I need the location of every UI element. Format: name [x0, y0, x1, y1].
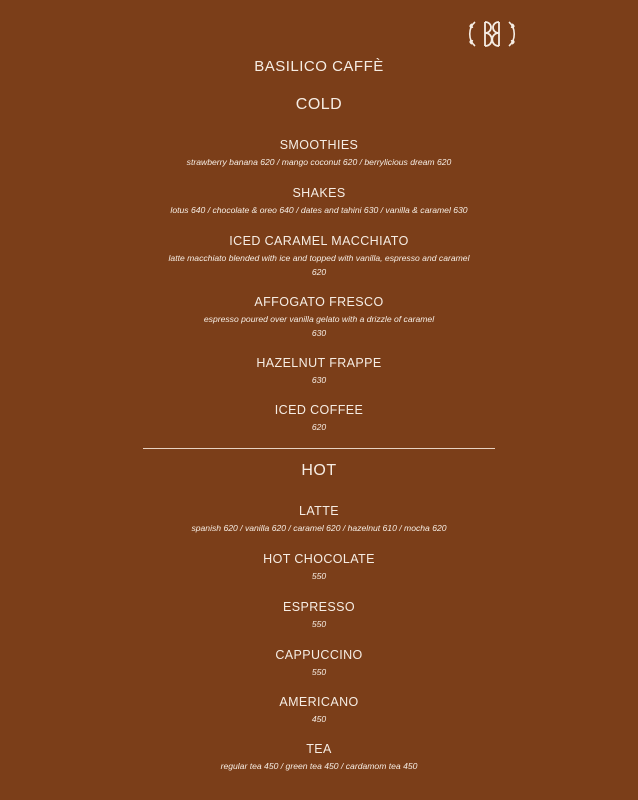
- item-description: [0, 155, 638, 169]
- item-name: AFFOGATO FRESCO: [254, 295, 384, 309]
- menu-item: [0, 233, 638, 279]
- item-desc-line: espresso poured over vanilla gelato with a drizzle of caramel: [203, 314, 435, 324]
- item-name: ICED CARAMEL MACCHIATO: [229, 234, 409, 248]
- menu-item: [0, 402, 638, 434]
- item-price: 550: [311, 619, 327, 629]
- menu-item: [0, 503, 638, 535]
- item-price: 620: [311, 422, 327, 432]
- item-description: [0, 203, 638, 217]
- item-name: SHAKES: [292, 186, 346, 200]
- item-description: [0, 712, 638, 726]
- menu-item: [0, 599, 638, 631]
- item-description: [0, 420, 638, 434]
- item-name: AMERICANO: [279, 695, 359, 709]
- item-desc-line: regular tea 450 / green tea 450 / cardamom tea 450: [220, 761, 418, 771]
- bb-monogram-icon: [466, 16, 518, 52]
- item-price: 630: [311, 328, 327, 338]
- section-title-cold: COLD: [295, 96, 343, 113]
- menu-item: [0, 694, 638, 726]
- menu-item: [0, 294, 638, 340]
- item-name: ICED COFFEE: [274, 403, 364, 417]
- item-name: ESPRESSO: [283, 600, 355, 614]
- cafe-name: BASILICO CAFFÈ: [254, 58, 384, 75]
- item-name: HOT CHOCOLATE: [263, 552, 375, 566]
- item-description: [0, 251, 638, 279]
- item-price: 630: [311, 375, 327, 385]
- item-price: 550: [311, 571, 327, 581]
- item-name: HAZELNUT FRAPPE: [256, 356, 382, 370]
- item-desc-line: spanish 620 / vanilla 620 / caramel 620 / hazelnut 610 / mocha 620: [191, 523, 447, 533]
- item-description: [0, 569, 638, 583]
- item-description: [0, 759, 638, 773]
- item-description: [0, 521, 638, 535]
- menu-item: [0, 137, 638, 169]
- menu-item: [0, 185, 638, 217]
- item-description: [0, 617, 638, 631]
- item-name: CAPPUCCINO: [275, 648, 363, 662]
- item-name: LATTE: [299, 504, 339, 518]
- item-description: [0, 312, 638, 340]
- item-price: 450: [311, 714, 327, 724]
- item-description: [0, 665, 638, 679]
- item-desc-line: latte macchiato blended with ice and topped with vanilla, espresso and caramel: [168, 253, 470, 263]
- item-price: 620: [311, 267, 327, 277]
- section-title-hot: HOT: [301, 462, 337, 479]
- item-name: SMOOTHIES: [279, 138, 359, 152]
- item-name: TEA: [306, 742, 332, 756]
- menu-item: [0, 647, 638, 679]
- item-desc-line: lotus 640 / chocolate & oreo 640 / dates and tahini 630 / vanilla & caramel 630: [170, 205, 468, 215]
- section-divider: [143, 448, 495, 449]
- menu-item: [0, 355, 638, 387]
- menu-item: [0, 741, 638, 773]
- item-desc-line: strawberry banana 620 / mango coconut 620 / berrylicious dream 620: [186, 157, 452, 167]
- item-price: 550: [311, 667, 327, 677]
- menu-item: [0, 551, 638, 583]
- item-description: [0, 373, 638, 387]
